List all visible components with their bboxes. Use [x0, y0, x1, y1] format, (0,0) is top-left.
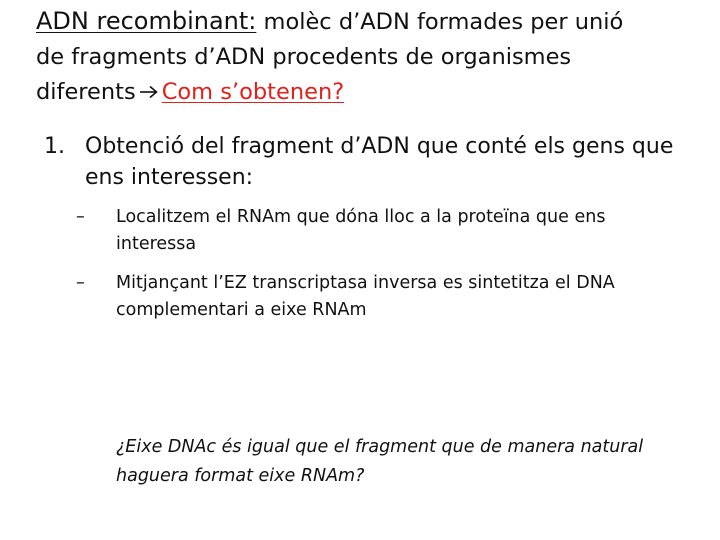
- bullet-dash: –: [76, 273, 85, 293]
- heading-definition-line-1: molèc d’ADN formades per unió: [256, 9, 624, 35]
- step-number: 1.: [44, 134, 65, 159]
- heading-definition-line-3: diferents: [36, 79, 136, 105]
- bullet-dash: –: [76, 207, 85, 227]
- step-text: Obtenció del fragment d’ADN que conté els gens que ens interessen:: [85, 134, 674, 190]
- bullet-text: Mitjançant l’EZ transcriptasa inversa es sintetitza el DNA complementari a eixe RNAm: [116, 273, 615, 320]
- heading-line-3: [36, 75, 696, 110]
- heading-definition-line-2: de fragments d’ADN procedents de organismes: [36, 44, 572, 70]
- heading-line-1: [36, 4, 696, 40]
- heading-question: Com s’obtenen?: [161, 79, 345, 105]
- question-note: ¿Eixe DNAc és igual que el fragment que de manera natural haguera format eixe RNAm?: [116, 437, 644, 486]
- bullet-text: Localitzem el RNAm que dóna lloc a la proteïna que ens interessa: [116, 207, 606, 254]
- heading-term: ADN recombinant:: [36, 7, 257, 35]
- right-arrow-icon: [139, 85, 159, 99]
- slide-heading: [36, 4, 696, 110]
